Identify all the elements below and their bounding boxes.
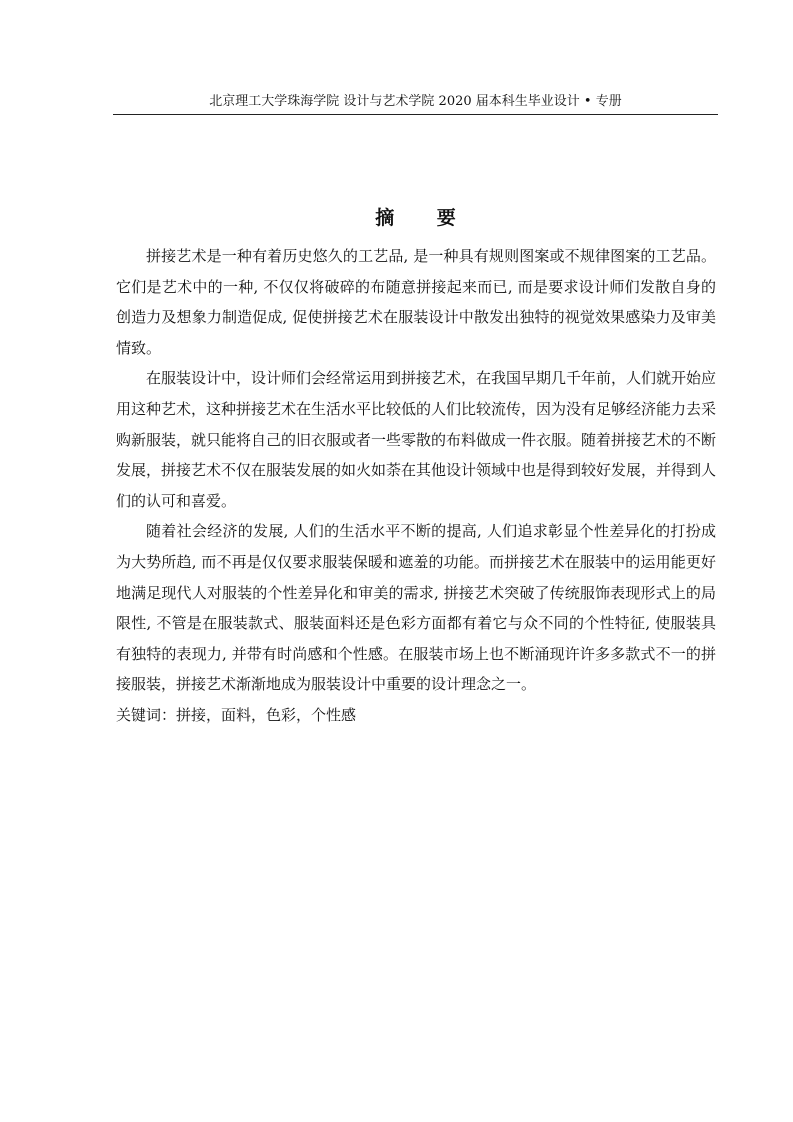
abstract-paragraph-1: 拼接艺术是一种有着历史悠久的工艺品, 是一种具有规则图案或不规律图案的工艺品。它们是艺术中的一种, 不仅仅将破碎的布随意拼接起来而已, 而是要求设计师们发散自身的创造力及想象力制造促成, 促使拼接艺术在服装设计中散发出独特的视觉效果感染力及审美情致。: [116, 247, 716, 357]
header-rule: [113, 114, 718, 115]
running-header: 北京理工大学珠海学院 设计与艺术学院 2020 届本科生毕业设计 • 专册: [209, 94, 622, 109]
abstract-paragraph-2: 在服装设计中，设计师们会经常运用到拼接艺术，在我国早期几千年前，人们就开始应用这种艺术，这种拼接艺术在生活水平比较低的人们比较流传，因为没有足够经济能力去采购新服装，就只能将自己的旧衣服或者一些零散的布料做成一件衣服。随着拼接艺术的不断发展，拼接艺术不仅在服装发展的如火如荼在其他设计领域中也是得到较好发展，并得到人们的认可和喜爱。: [116, 369, 717, 510]
abstract-body: [116, 241, 716, 731]
abstract-paragraph-3: 随着社会经济的发展, 人们的生活水平不断的提高, 人们追求彰显个性差异化的打扮成为大势所趋, 而不再是仅仅要求服装保暖和遮羞的功能。而拼接艺术在服装中的运用能更好地满足现代人对服装的个性差异化和审美的需求, 拼接艺术突破了传统服饰表现形式上的局限性, 不管是在服装款式、服装面料还是色彩方面都有着它与众不同的个性特征, 使服装具有独特的表现力, 并带有时尚感和个性感。在服装市场上也不断涌现许许多多款式不一的拼接服装，拼接艺术渐渐地成为服装设计中重要的设计理念之一。: [116, 522, 716, 694]
keywords-line: 关键词：拼接，面料，色彩，个性感: [116, 705, 357, 724]
abstract-title: 摘 要: [375, 207, 474, 229]
